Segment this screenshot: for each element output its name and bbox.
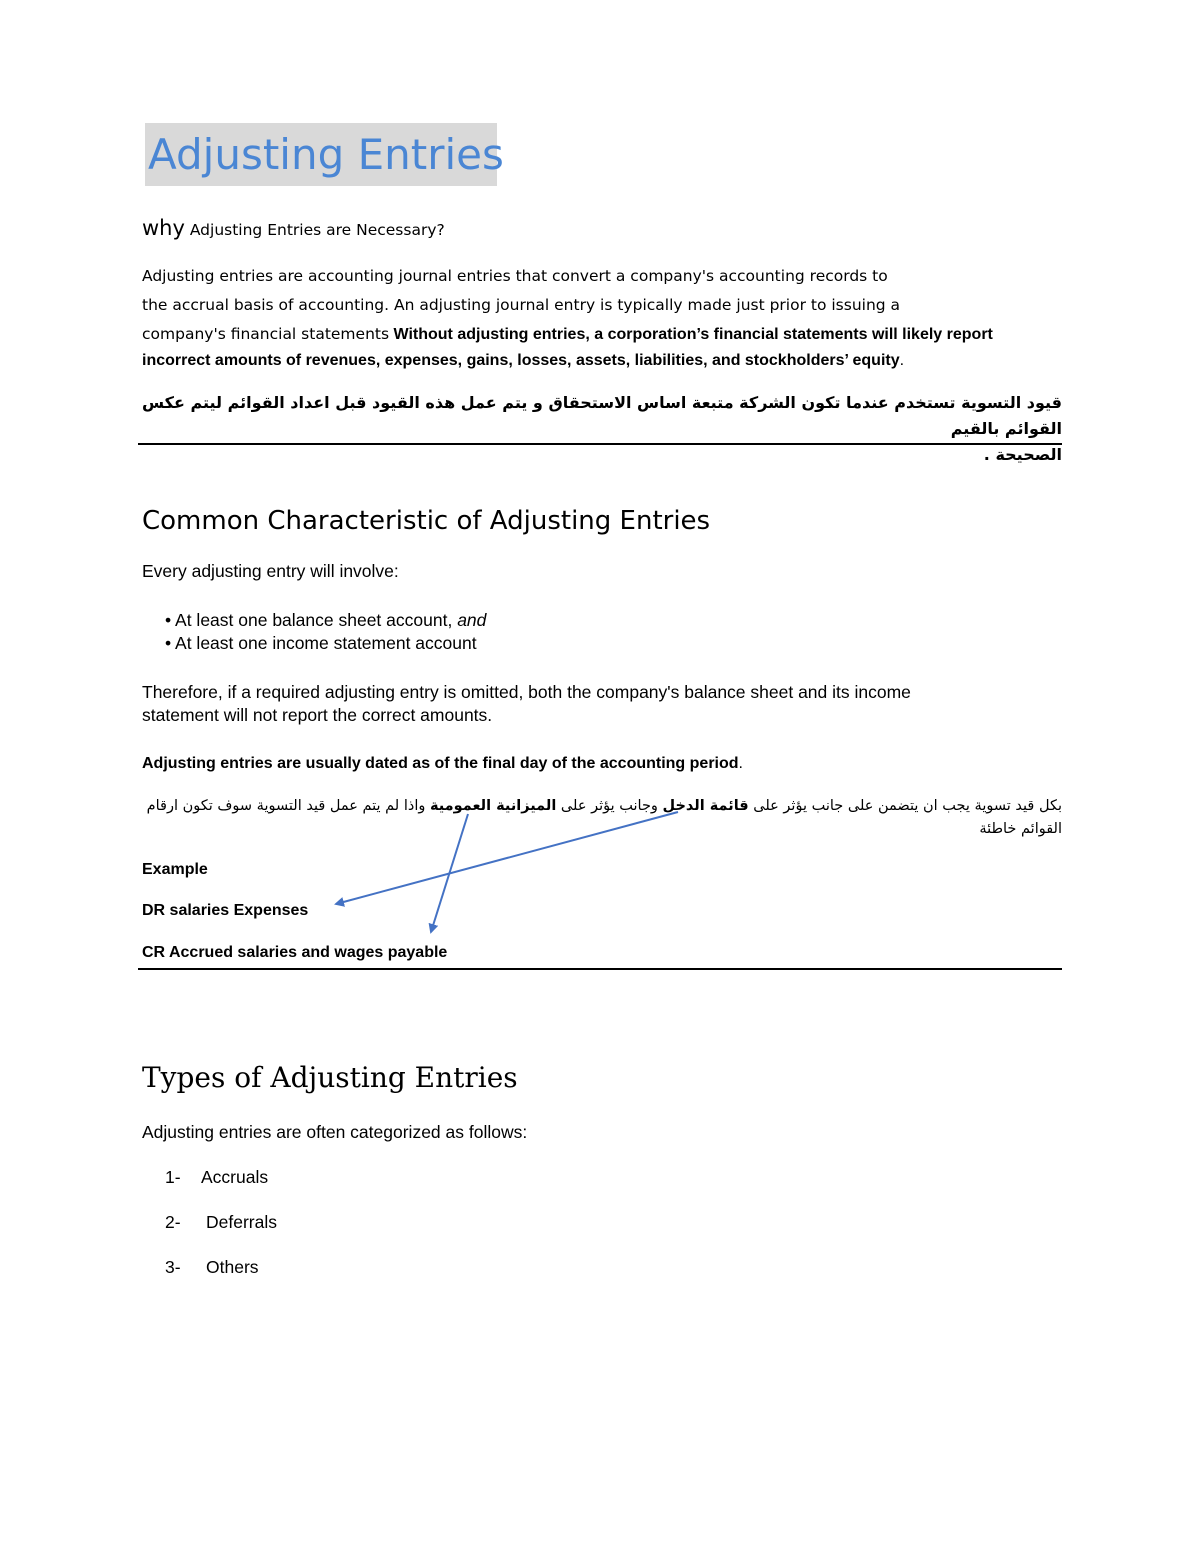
example-credit: CR Accrued salaries and wages payable	[142, 944, 448, 961]
types-item-label: Others	[206, 1257, 259, 1277]
bullet-emphasis: and	[457, 610, 487, 630]
arabic-note-1-line-2: الصحيحة .	[983, 445, 1062, 464]
bullet-text: At least one income statement account	[171, 633, 477, 653]
therefore-line-1: Therefore, if a required adjusting entry is omitted, both the company's balance sheet and its income	[142, 682, 911, 702]
dated-note-end: .	[738, 755, 743, 772]
arabic-note-2-bold-2: الميزانية العمومية	[429, 798, 557, 814]
intro-line-4-bold: incorrect amounts of revenues, expenses, gains, losses, assets, liabilities, and stockholders’ equity	[142, 352, 900, 369]
types-item-1	[165, 1167, 181, 1188]
intro-line-3-plain: company's financial statements	[142, 325, 390, 343]
bullet-dot: •	[165, 610, 172, 630]
intro-line-4-end: .	[899, 352, 905, 369]
types-item-3	[165, 1257, 181, 1278]
types-lead: Adjusting entries are often categorized as follows:	[142, 1122, 528, 1142]
arabic-note-2-part-2: وجانب يؤثر على	[556, 798, 663, 814]
intro-line-2: the accrual basis of accounting. An adjusting journal entry is typically made just prior to issuing a	[142, 296, 901, 314]
types-item-number: 3-	[165, 1257, 181, 1277]
dated-note-bold: Adjusting entries are usually dated as of the final day of the accounting period	[142, 755, 739, 772]
therefore-line-2: statement will not report the correct amounts.	[142, 705, 493, 725]
why-rest: Adjusting Entries are Necessary?	[184, 221, 445, 239]
bullet-text: At least one balance sheet account,	[171, 610, 458, 630]
arrow-income-to-debit	[336, 812, 678, 904]
arrow-balance-to-credit	[431, 814, 468, 932]
types-item-label: Deferrals	[206, 1212, 277, 1232]
arabic-note-1-line-1: قيود التسوية تستخدم عندما تكون الشركة متبعة اساس الاستحقاق و يتم عمل هذه القيود قبل اعداد القوائم ليتم عكس القوائم بالقيم	[142, 393, 1062, 438]
arabic-note-2-part-3: واذا لم يتم عمل قيد التسوية سوف تكون ارقام	[146, 798, 430, 814]
example-label: Example	[142, 861, 208, 878]
intro-line-1: Adjusting entries are accounting journal entries that convert a company's accounting records to	[142, 267, 888, 285]
intro-line-3-bold: Without adjusting entries, a corporation’s financial statements will likely report	[389, 326, 993, 343]
types-item-label: Accruals	[201, 1167, 269, 1187]
types-item-2	[165, 1212, 181, 1233]
bullet-dot: •	[165, 633, 172, 653]
types-heading: Types of Adjusting Entries	[142, 1061, 518, 1094]
arabic-note-2-part-1: بكل قيد تسوية يجب ان يتضمن على جانب يؤثر على	[748, 798, 1062, 814]
page-title: Adjusting Entries	[145, 123, 497, 186]
common-lead: Every adjusting entry will involve:	[142, 561, 399, 581]
types-item-number: 1-	[165, 1167, 181, 1187]
common-heading: Common Characteristic of Adjusting Entries	[142, 506, 711, 536]
arabic-note-2-bold-1: قائمة الدخل	[662, 798, 749, 814]
types-item-number: 2-	[165, 1212, 181, 1232]
example-debit: DR salaries Expenses	[142, 902, 309, 919]
arabic-note-2-line-2: القوائم خاطئة	[979, 821, 1062, 837]
why-lead: why	[142, 216, 185, 240]
